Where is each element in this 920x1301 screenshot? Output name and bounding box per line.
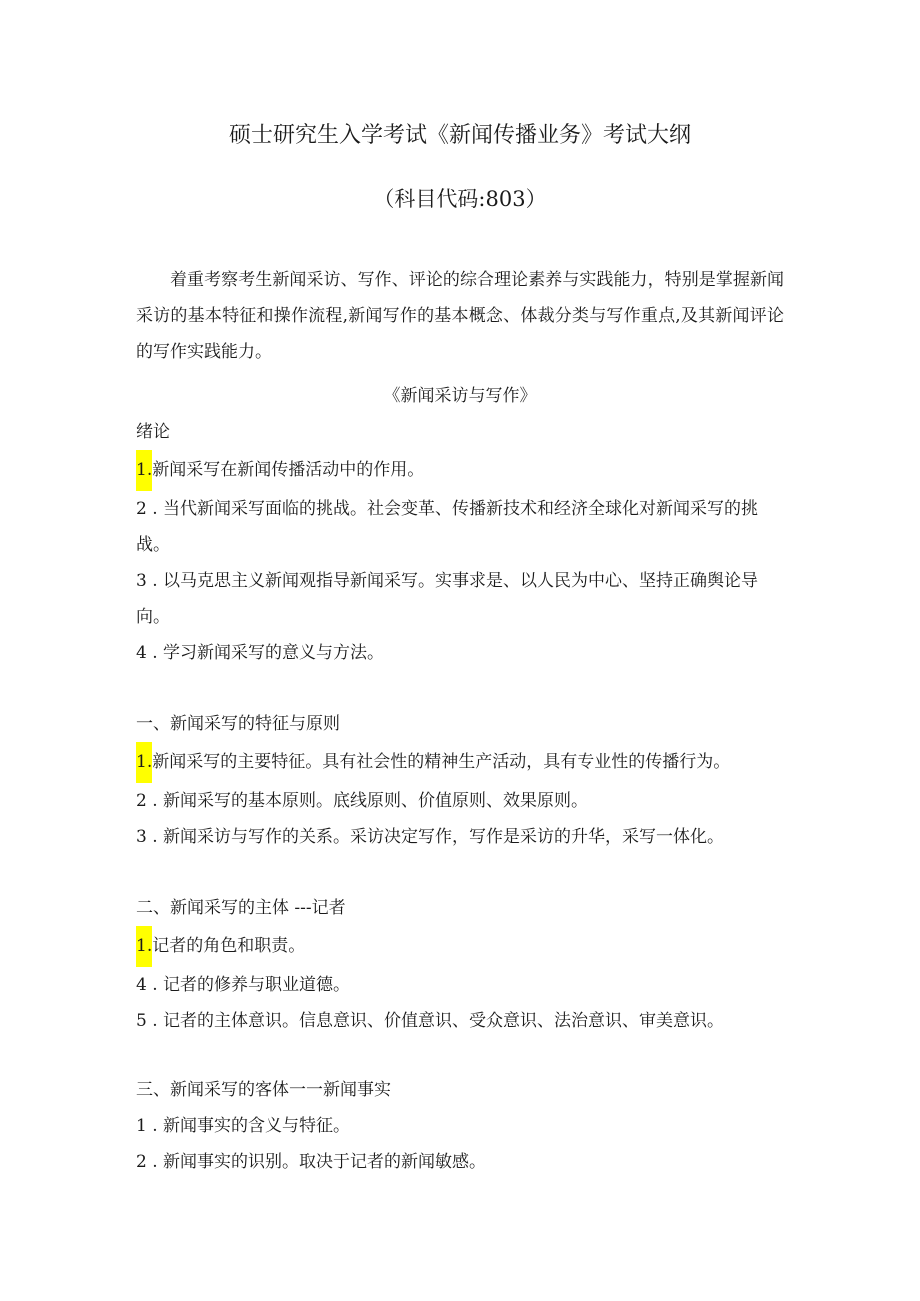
list-item <box>136 1003 784 1039</box>
list-item <box>136 926 784 967</box>
intro-paragraph: 着重考察考生新闻采访、写作、评论的综合理论素养与实践能力，特别是掌握新闻采访的基本特征和操作流程,新闻写作的基本概念、体裁分类与写作重点,及其新闻评论的写作实践能力。 <box>136 270 784 362</box>
item-number: 4 . <box>136 975 158 995</box>
item-number: 2 . <box>136 1152 158 1172</box>
section-heading: 绪论 <box>136 422 170 442</box>
section-heading: 二、新闻采写的主体 ---记者 <box>136 898 346 918</box>
item-number: 3 . <box>136 827 158 847</box>
list-item <box>136 783 784 819</box>
section-introduction <box>136 414 784 671</box>
section-2 <box>136 890 784 1039</box>
list-item <box>136 635 784 671</box>
item-number: 5 . <box>136 1011 158 1031</box>
section-heading: 三、新闻采写的客体一一新闻事实 <box>136 1080 391 1100</box>
list-item <box>136 742 784 783</box>
item-number: 2 . <box>136 791 158 811</box>
list-item <box>136 491 784 563</box>
item-text: 记者的修养与职业道德。 <box>163 975 351 995</box>
item-text: 新闻事实的识别。取决于记者的新闻敏感。 <box>163 1152 487 1172</box>
document-title: 硕士研究生入学考试《新闻传播业务》考试大纲 <box>228 123 691 148</box>
section-heading: 一、新闻采写的特征与原则 <box>136 714 340 734</box>
item-number: 1. <box>136 742 152 783</box>
subject-code: （科目代码:803） <box>373 187 547 211</box>
list-item <box>136 967 784 1003</box>
item-text: 新闻采写的基本原则。底线原则、价值原则、效果原则。 <box>163 791 589 811</box>
item-text: 新闻采写的主要特征。具有社会性的精神生产活动，具有专业性的传播行为。 <box>152 752 731 772</box>
item-text: 新闻采访与写作的关系。采访决定写作，写作是采访的升华，采写一体化。 <box>163 827 725 847</box>
list-item <box>136 563 784 635</box>
item-text: 新闻采写在新闻传播活动中的作用。 <box>152 460 425 480</box>
item-number: 1 . <box>136 1116 158 1136</box>
item-number: 1. <box>136 926 152 967</box>
item-number: 1. <box>136 450 152 491</box>
item-text: 学习新闻采写的意义与方法。 <box>163 643 385 663</box>
book-title: 《新闻采访与写作》 <box>383 386 537 406</box>
item-number: 2 . <box>136 499 158 519</box>
item-text: 记者的主体意识。信息意识、价值意识、受众意识、法治意识、审美意识。 <box>163 1011 725 1031</box>
item-text: 以马克思主义新闻观指导新闻采写。实事求是、以人民为中心、坚持正确舆论导向。 <box>136 571 759 627</box>
item-text: 新闻事实的含义与特征。 <box>163 1116 351 1136</box>
list-item <box>136 450 784 491</box>
section-1 <box>136 706 784 855</box>
item-text: 当代新闻采写面临的挑战。社会变革、传播新技术和经济全球化对新闻采写的挑战。 <box>136 499 759 555</box>
list-item <box>136 819 784 855</box>
item-number: 3 . <box>136 571 158 591</box>
list-item <box>136 1108 784 1144</box>
item-text: 记者的角色和职责。 <box>152 936 306 956</box>
list-item <box>136 1144 784 1180</box>
item-number: 4 . <box>136 643 158 663</box>
section-3 <box>136 1072 784 1180</box>
